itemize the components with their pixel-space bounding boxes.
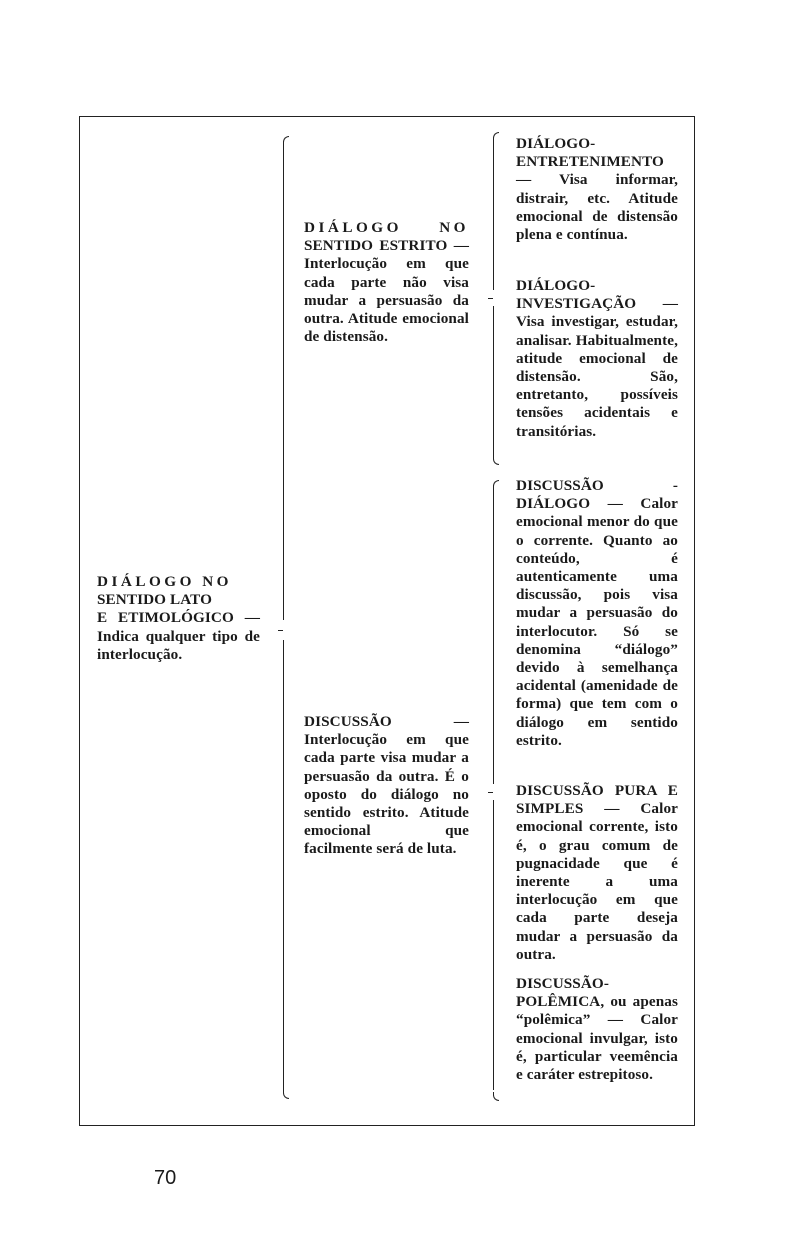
polemica-block (516, 975, 678, 1084)
entretenimento-title: DIÁLOGO-ENTRETENIMENTO (516, 135, 664, 171)
lato-title-a: DIÁLOGO NO (97, 573, 232, 590)
discussion-title: DISCUSSÃO (304, 713, 392, 730)
pura-simples-block (516, 782, 678, 964)
discussao-dialogo-body: — Calor emocional menor do que o corrente. Quanto ao conteúdo, é autenticamente uma discussão, pois visa mudar a persuasão do interlocutor. Só se denomina “diálogo” devido à semelhança acidental (amenidade de forma) que tem com o diálogo em sentido estrito. (516, 495, 678, 749)
strict-block (304, 219, 469, 346)
entretenimento-block (516, 135, 678, 244)
strict-title-a: DIÁLOGO NO (304, 219, 469, 236)
pura-simples-body: — Calor emocional corrente, isto é, o grau comum de pugnacidade que é inerente a uma interlocução em que cada parte deseja mudar a persuasão da outra. (516, 800, 678, 963)
discussao-dialogo-block (516, 477, 678, 750)
investigacao-block (516, 277, 678, 441)
strict-title-b: SENTIDO ESTRITO (304, 237, 448, 255)
entretenimento-body: — Visa informar, distrair, etc. Atitude emocional de distensão plena e contínua. (516, 171, 678, 244)
polemica-title: DISCUSSÃO-POLÊMICA (516, 975, 609, 1011)
lato-title-b: SENTIDO LATO (97, 591, 213, 609)
discussion-block (304, 713, 469, 859)
lato-title-c: E ETIMOLÓGICO (97, 609, 234, 627)
lato-block (97, 573, 260, 664)
discussion-body: — Interlocução em que cada parte visa mudar a persuasão da outra. É o oposto do diálogo no sentido estrito. Atitude emocional que facilmente será de luta. (304, 713, 469, 858)
polemica-body: , ou apenas “polêmica” — Calor emocional invulgar, isto é, particular veemência e caráter estrepitoso. (516, 993, 678, 1084)
investigacao-body: — Visa investigar, estudar, analisar. Habitualmente, atitude emocional de distensão. São, entretanto, possíveis tensões acidentais e transitórias. (516, 295, 678, 440)
discussao-dialogo-title: DISCUSSÃO - DIÁLOGO (516, 477, 678, 513)
lato-body: — Indica qualquer tipo de interlocução. (97, 609, 260, 663)
strict-body: — Interlocução em que cada parte não visa mudar a persuasão da outra. Atitude emocional de distensão. (304, 237, 469, 346)
pura-simples-title: DISCUSSÃO PURA E SIMPLES (516, 782, 678, 818)
page-number: 70 (154, 1167, 177, 1189)
investigacao-title: DIÁLOGO-INVESTIGAÇÃO (516, 277, 637, 313)
